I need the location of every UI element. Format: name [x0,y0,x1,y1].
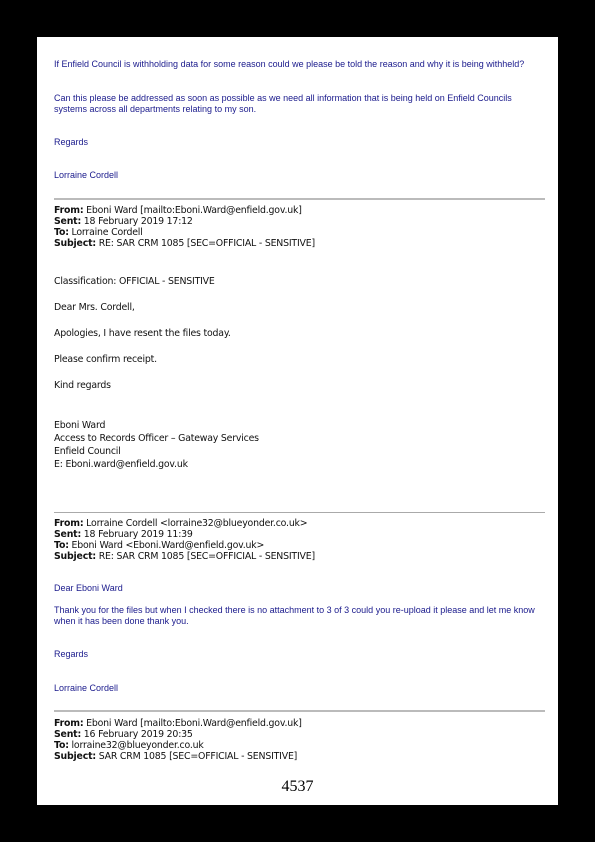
regards-text: Regards [54,137,89,147]
from-value: Lorraine Cordell <lorraine32@blueyonder.co.uk> [86,518,308,529]
sent-label: Sent: [54,216,82,227]
regards-text: Regards [54,649,89,659]
subject-value: SAR CRM 1085 [SEC=OFFICIAL - SENSITIVE] [98,751,298,762]
to-label: To: [54,740,69,751]
sent-value: 18 February 2019 11:39 [83,529,193,540]
signature-email: E: Eboni.ward@enfield.gov.uk [54,459,188,470]
greeting-text: Dear Mrs. Cordell, [54,302,135,313]
from-row [54,718,546,729]
subject-value: RE: SAR CRM 1085 [SEC=OFFICIAL - SENSITIVE] [98,551,315,562]
from-row [54,205,546,216]
to-row [54,227,546,238]
subject-row [54,751,546,762]
document-page [37,37,558,805]
to-value: lorraine32@blueyonder.co.uk [71,740,204,751]
divider [54,512,545,513]
divider [54,198,545,200]
subject-row [54,238,546,249]
sent-row [54,529,546,540]
sent-row [54,729,546,740]
signature-name: Lorraine Cordell [54,683,119,693]
to-value: Eboni Ward <Eboni.Ward@enfield.gov.uk> [71,540,265,551]
paragraph-request: Can this please be addressed as soon as possible as we need all information that is being held on Enfield Councils systems across all departments relating to my son. [54,93,512,114]
to-row [54,540,546,551]
classification-text: Classification: OFFICIAL - SENSITIVE [54,276,215,287]
from-value: Eboni Ward [mailto:Eboni.Ward@enfield.gov.uk] [86,718,302,729]
signature-name: Eboni Ward [54,420,106,431]
kind-regards-text: Kind regards [54,380,111,391]
signature-block [54,420,546,470]
to-label: To: [54,227,69,238]
from-label: From: [54,718,84,729]
sent-row [54,216,546,227]
to-value: Lorraine Cordell [71,227,143,238]
subject-label: Subject: [54,751,96,762]
paragraph-withholding: If Enfield Council is withholding data for some reason could we please be told the reason and why it is being withheld? [54,59,525,69]
body-text: Thank you for the files but when I checked there is no attachment to 3 of 3 could you re-upload it please and let me know when it has been done thank you. [54,605,535,626]
signature-org: Enfield Council [54,446,121,457]
email-header-1 [54,205,546,249]
body-text: Please confirm receipt. [54,354,157,365]
body-text: Apologies, I have resent the files today. [54,328,231,339]
subject-value: RE: SAR CRM 1085 [SEC=OFFICIAL - SENSITIVE] [98,238,315,249]
email-header-2 [54,518,546,562]
to-row [54,740,546,751]
signature-name: Lorraine Cordell [54,170,119,180]
from-label: From: [54,518,84,529]
subject-label: Subject: [54,551,96,562]
sent-value: 18 February 2019 17:12 [83,216,193,227]
signature-title: Access to Records Officer – Gateway Services [54,433,259,444]
email-header-3 [54,718,546,762]
page-number: 4537 [281,778,314,795]
from-value: Eboni Ward [mailto:Eboni.Ward@enfield.gov.uk] [86,205,302,216]
from-row [54,518,546,529]
subject-label: Subject: [54,238,96,249]
to-label: To: [54,540,69,551]
greeting-text: Dear Eboni Ward [54,583,123,593]
sent-label: Sent: [54,729,82,740]
subject-row [54,551,546,562]
divider [54,710,545,712]
sent-value: 16 February 2019 20:35 [83,729,193,740]
from-label: From: [54,205,84,216]
sent-label: Sent: [54,529,82,540]
